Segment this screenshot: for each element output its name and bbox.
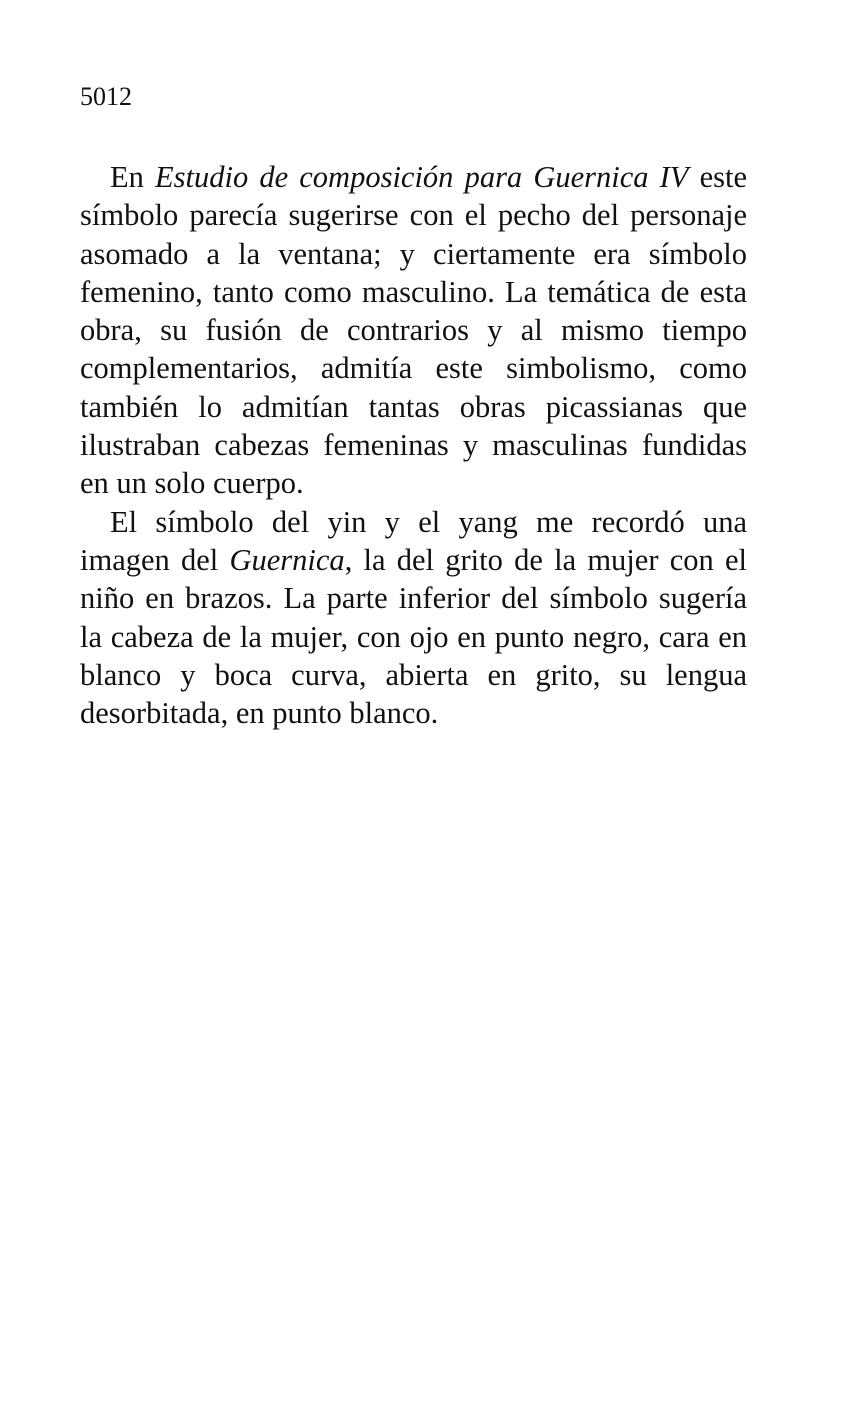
paragraph-1-text: este símbolo parecía sugerirse con el pecho del personaje asomado a la ventana; y ciertamente era símbolo femenino, tanto como masculino. La temática de esta obra, su fusión de contrarios y al mismo tiempo complementarios, admitía este simbolismo, como también lo admitían tantas obras picassianas que ilustraban cabezas femeninas y masculinas fundidas en un solo cuerpo.: [80, 160, 747, 501]
paragraph-1-italic-title: Estudio de composición para Guernica IV: [155, 160, 689, 194]
paragraph-2-text: El símbolo del yin y el yang me recordó una imagen del: [80, 504, 747, 577]
paragraph-2-italic-title: Guernica: [229, 542, 345, 577]
page-number: 5012: [80, 82, 132, 111]
paragraph-2-text: , la del grito de la mujer con el niño en brazos. La parte inferior del símbolo sugería la cabeza de la mujer, con ojo en punto negro, cara en blanco y boca curva, abierta en grito, su lengua desorbitada, en punto blanco.: [80, 542, 747, 731]
paragraph-1-text: En: [110, 160, 156, 194]
paragraph-1: [80, 158, 747, 503]
page: [80, 78, 747, 732]
paragraph-2: [80, 503, 747, 733]
